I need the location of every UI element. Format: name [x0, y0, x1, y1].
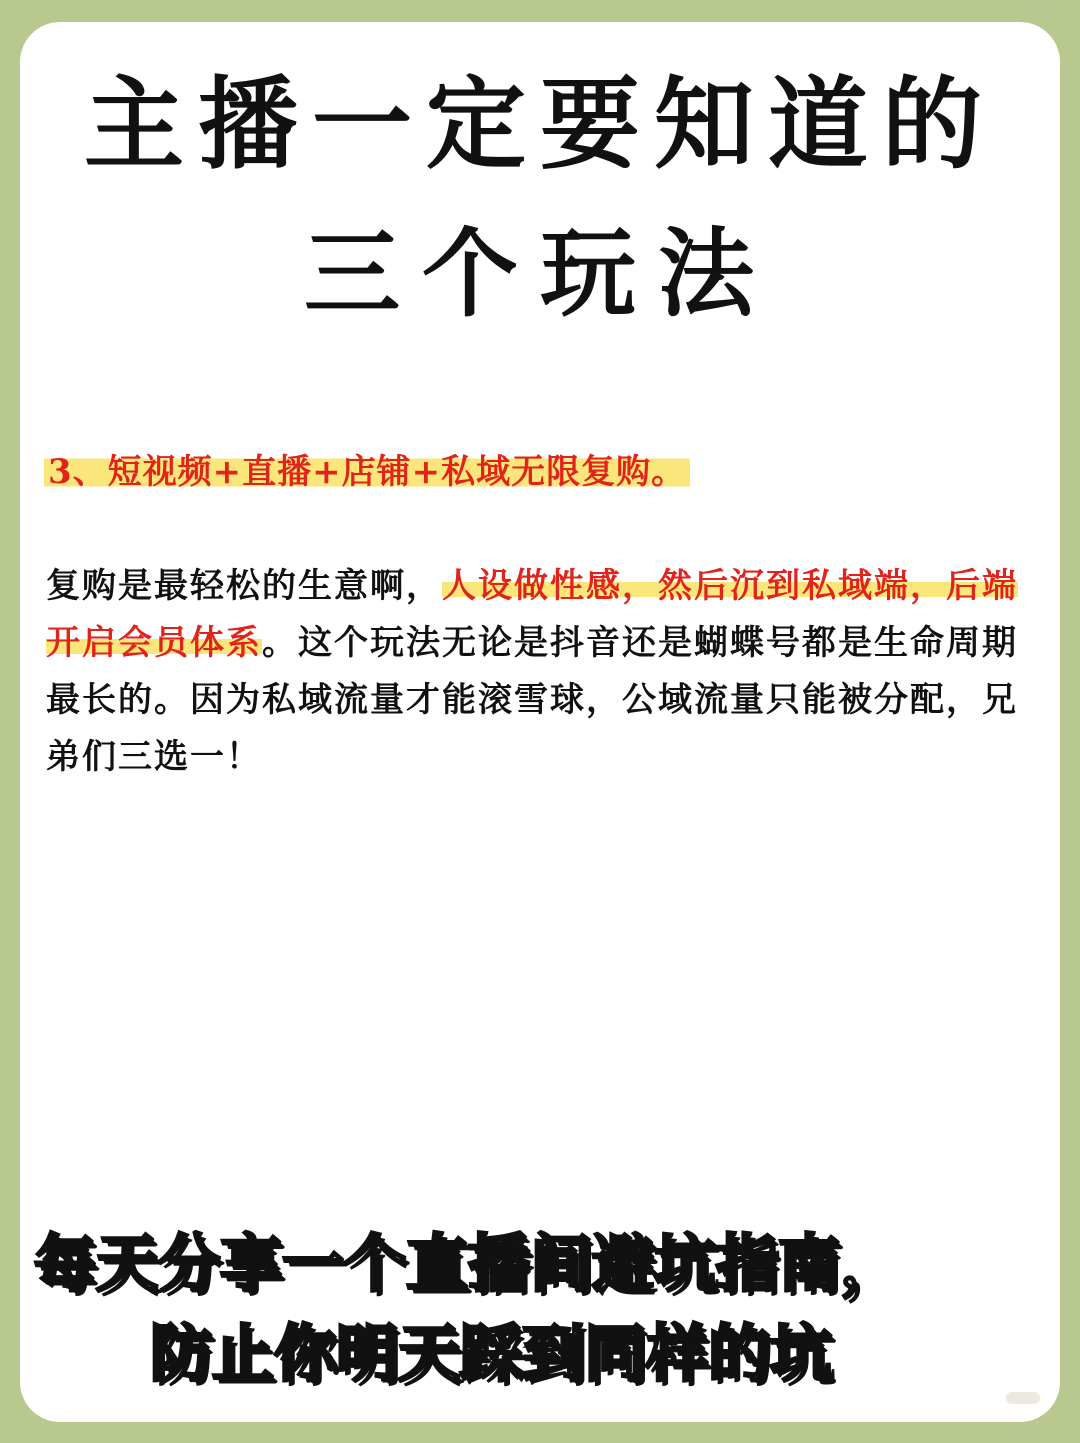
footer-line-2: 防止你明天踩到同样的坑	[150, 1317, 833, 1390]
page-title-line-1: 主播一定要知道的	[84, 65, 996, 183]
section-heading	[44, 442, 690, 502]
content-card	[20, 22, 1060, 1422]
body-text-part-2: 。这个玩法无论是抖音还是蝴蝶号都是生命周期最长的。因为私域流量才能滚雪球，公域流量只能被分配，兄弟们三选一！	[46, 623, 1018, 777]
watermark-badge	[1006, 1392, 1040, 1404]
footer-line-1: 每天分享一个直播间避坑指南，	[34, 1227, 903, 1300]
page-title-line-2: 三个玩法	[304, 217, 776, 330]
body-highlight-text: 人设做性感，然后沉到私域端，后端开启会员体系	[46, 566, 1018, 663]
body-paragraph	[46, 558, 1036, 786]
body-text-part-1: 复购是最轻松的生意啊，	[46, 566, 442, 606]
section-heading-text: 3、短视频+直播+店铺+私域无限复购。	[44, 452, 690, 492]
